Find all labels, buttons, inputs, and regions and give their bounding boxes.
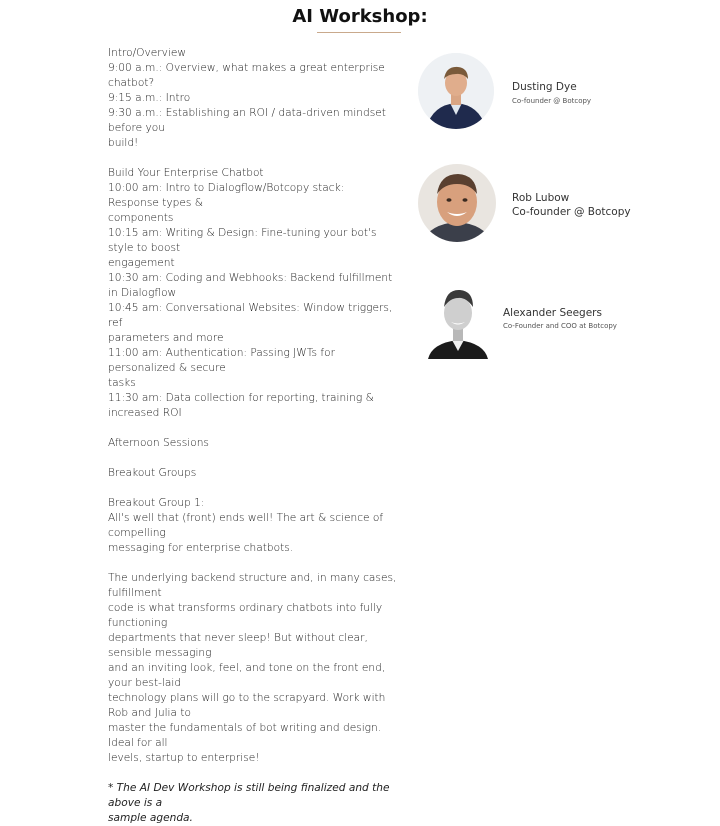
afternoon-heading: Afternoon Sessions (108, 437, 209, 449)
agenda-item: components (108, 212, 174, 224)
speaker-name: Rob Lubow (512, 192, 570, 204)
body-paragraph-line: master the fundamentals of bot writing and design. Ideal for all (108, 722, 382, 749)
body-paragraph-line: departments that never sleep! But without clear, sensible messaging (108, 632, 368, 659)
build-heading: Build Your Enterprise Chatbot (108, 167, 264, 179)
person-photo-icon (418, 164, 496, 242)
agenda-item: 10:00 am: Intro to Dialogflow/Botcopy stack: Response types & (108, 182, 345, 209)
agenda-item: 11:30 am: Data collection for reporting, training & increased ROI (108, 392, 374, 419)
body-paragraph-line: code is what transforms ordinary chatbots into fully functioning (108, 602, 383, 629)
speaker-name: Alexander Seegers (503, 307, 602, 319)
speaker-photo-avatar (428, 283, 488, 359)
page-title: AI Workshop: (292, 6, 428, 27)
speaker-photo-avatar (418, 53, 494, 129)
group1-text: messaging for enterprise chatbots. (108, 542, 294, 554)
disclaimer-note: sample agenda. (108, 812, 193, 824)
title-underline (317, 32, 401, 33)
speaker-role: Co-founder @ Botcopy (512, 206, 631, 218)
group1-text: All's well that (front) ends well! The art & science of compelling (108, 512, 384, 539)
agenda-item: tasks (108, 377, 136, 389)
group1-heading: Breakout Group 1: (108, 497, 205, 509)
body-paragraph-line: technology plans will go to the scrapyard. Work with Rob and Julia to (108, 692, 386, 719)
agenda-item: build! (108, 137, 139, 149)
speaker-role: Co-Founder and COO at Botcopy (503, 322, 617, 330)
agenda-item: 10:30 am: Coding and Webhooks: Backend fulfillment in Dialogflow (108, 272, 393, 299)
agenda-item: parameters and more (108, 332, 224, 344)
agenda-item: 9:00 a.m.: Overview, what makes a great enterprise chatbot? (108, 62, 385, 89)
person-photo-icon (428, 283, 488, 359)
body-paragraph-line: The underlying backend structure and, in many cases, fulfillment (108, 572, 397, 599)
agenda-item: engagement (108, 257, 175, 269)
agenda-item: 10:15 am: Writing & Design: Fine-tuning your bot's style to boost (108, 227, 377, 254)
agenda-item: 9:30 a.m.: Establishing an ROI / data-driven mindset before you (108, 107, 386, 134)
person-photo-icon (418, 53, 494, 129)
agenda-item: 9:15 a.m.: Intro (108, 92, 191, 104)
agenda-item: 10:45 am: Conversational Websites: Window triggers, ref (108, 302, 393, 329)
body-paragraph-line: levels, startup to enterprise! (108, 752, 260, 764)
agenda (108, 46, 398, 826)
speaker-photo-avatar (418, 164, 496, 242)
body-paragraph-line: and an inviting look, feel, and tone on the front end, your best-laid (108, 662, 386, 689)
intro-heading: Intro/Overview (108, 47, 187, 59)
breakout-heading: Breakout Groups (108, 467, 197, 479)
speaker-role: Co-founder @ Botcopy (512, 97, 592, 105)
disclaimer-note: * The AI Dev Workshop is still being finalized and the above is a (108, 782, 390, 809)
speaker-name: Dusting Dye (512, 81, 577, 93)
agenda-item: 11:00 am: Authentication: Passing JWTs for personalized & secure (108, 347, 335, 374)
